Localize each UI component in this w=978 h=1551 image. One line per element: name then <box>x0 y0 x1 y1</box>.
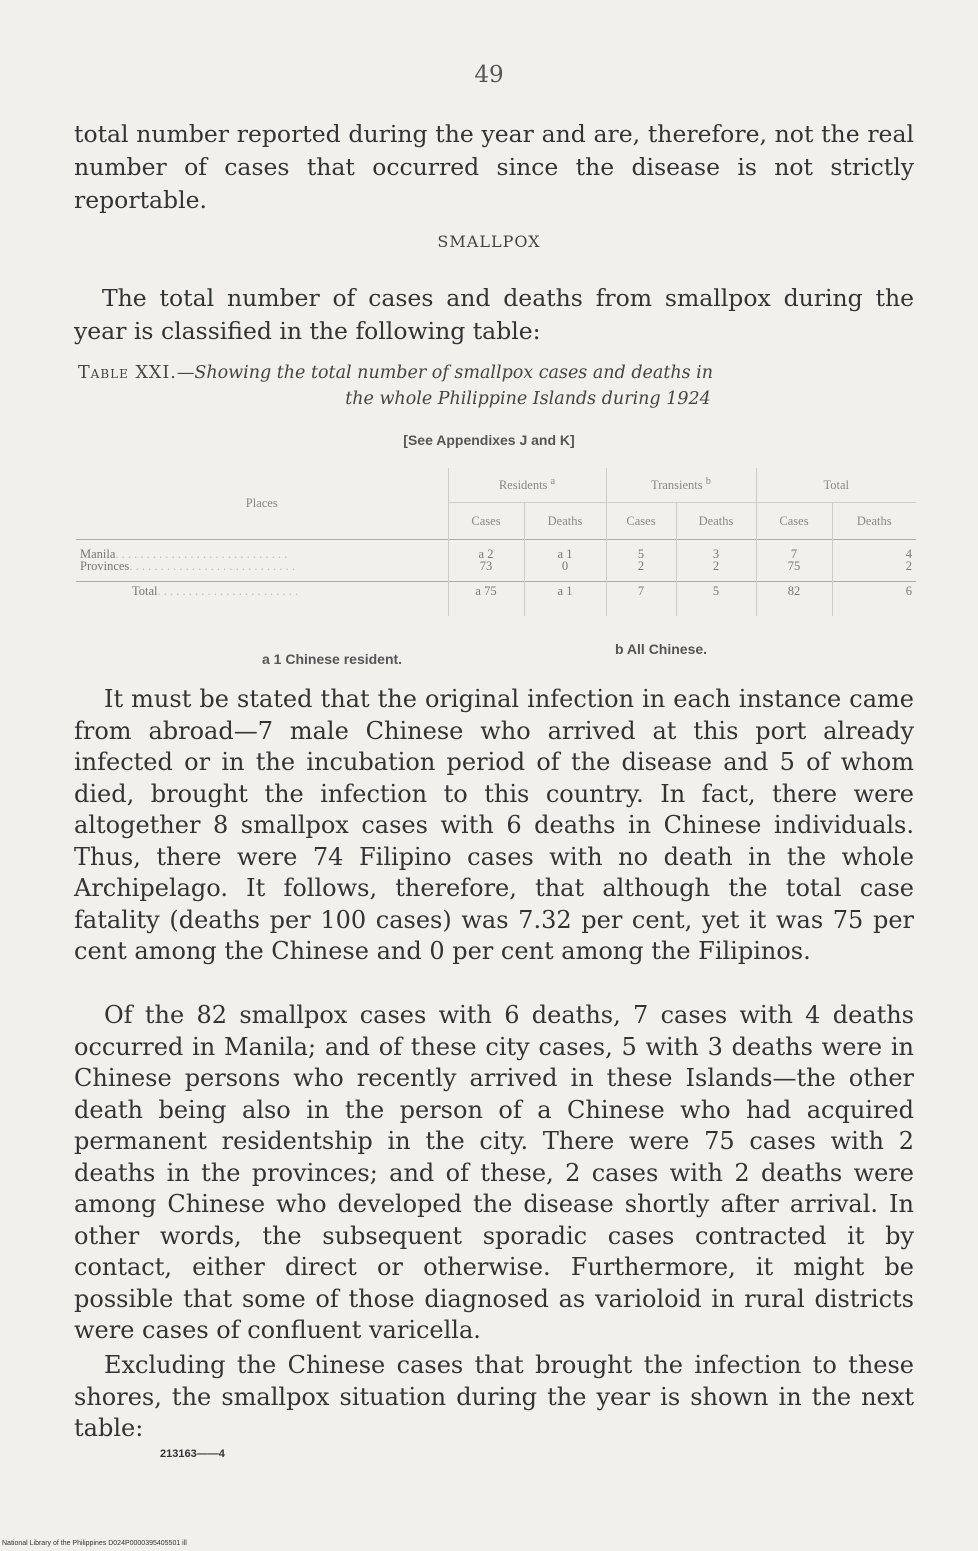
table-total-row <box>76 582 916 617</box>
total-deaths-cell <box>832 540 916 582</box>
places-header: Places <box>245 496 278 510</box>
total-transients-deaths: 5 <box>676 582 756 617</box>
provinces-transients-deaths: 2 <box>712 559 720 573</box>
residents-cases-cell <box>448 540 524 582</box>
total-header <box>756 468 916 503</box>
footnote-a: a 1 Chinese resident. <box>262 651 403 667</box>
transients-deaths-header: Deaths <box>676 503 756 540</box>
provinces-total-deaths: 2 <box>905 559 912 573</box>
leader-dots: . . . . . . . . . . . . . . . . . . . . . . . <box>157 584 299 598</box>
table-caption-title-line2: the whole Philippine Islands during 1924 <box>345 389 711 409</box>
paragraph-manila-cases: Of the 82 smallpox cases with 6 deaths, 7 cases with 4 deaths occurred in Manila; and of these city cases, 5 with 3 deaths were in Chinese persons who recently arrived in these Islands—the other death being also in the person of a Chinese who had acquired permanent residentship in the city. There were 75 cases with 2 deaths in the provinces; and of these, 2 cases with 2 deaths were among Chinese who developed the disease shortly after arrival. In other words, the subsequent sporadic cases contracted it by contact, either direct or otherwise. Furthermore, it might be possible that some of those diagnosed as varioloid in rural districts were cases of confluent varicella. <box>74 1001 914 1344</box>
total-cases-cell <box>756 540 832 582</box>
section-heading: SMALLPOX <box>437 232 541 251</box>
paragraph-original-infection: It must be stated that the original infection in each instance came from abroad—7 male Chinese who arrived at this port already infected or in the incubation period of the disease and 5 of whom died, brought the infection to this country. In fact, there were altogether 8 smallpox cases with 6 deaths in Chinese individuals. Thus, there were 74 Filipino cases with no death in the whole Archipelago. It follows, therefore, that although the total case fatality (deaths per 100 cases) was 7.32 per cent, yet it was 75 per cent among the Chinese and 0 per cent among the Filipinos. <box>74 685 914 965</box>
total-cases-header: Cases <box>756 503 832 540</box>
residents-deaths-header: Deaths <box>524 503 606 540</box>
provinces-residents-deaths: 0 <box>561 559 569 573</box>
manila-transients-cases: 5 <box>637 547 645 561</box>
print-code: 213163——4 <box>160 1448 225 1460</box>
places-cell <box>76 540 448 582</box>
leader-dots: . . . . . . . . . . . . . . . . . . . . . . . . . . . <box>129 559 295 573</box>
table-row <box>76 540 916 582</box>
table-caption <box>78 360 918 412</box>
transients-cases-cell <box>606 540 676 582</box>
manila-total-cases: 7 <box>790 547 798 561</box>
leader-dots: . . . . . . . . . . . . . . . . . . . . . . . . . . . . <box>115 547 288 561</box>
total-deaths-header: Deaths <box>832 503 916 540</box>
residents-cases-header: Cases <box>448 503 524 540</box>
total-group-label: Total <box>823 477 849 492</box>
page-number: 49 <box>474 62 504 88</box>
transients-label: Transients <box>651 478 703 493</box>
total-residents-deaths: a 1 <box>524 582 606 617</box>
provinces-transients-cases: 2 <box>637 559 645 573</box>
paragraph-excluding-chinese: Excluding the Chinese cases that brought the infection to these shores, the smallpox situation during the year is shown in the next table: <box>74 1351 914 1442</box>
provinces-total-cases: 75 <box>787 559 801 573</box>
smallpox-table <box>76 468 916 616</box>
section-intro-paragraph: The total number of cases and deaths from smallpox during the year is classified in the following table: <box>74 284 914 345</box>
manila-residents-cases: a 2 <box>478 547 494 561</box>
residents-footnote-mark: a <box>550 476 556 488</box>
table-caption-title-line1: —Showing the total number of smallpox cases and deaths in <box>176 363 714 383</box>
manila-total-deaths: 4 <box>905 547 912 561</box>
total-row-label: Total <box>132 584 158 598</box>
manila-transients-deaths: 3 <box>712 547 720 561</box>
transients-footnote-mark: b <box>705 476 711 488</box>
place-manila: Manila <box>80 547 116 561</box>
residents-header <box>448 468 606 503</box>
transients-header <box>606 468 756 503</box>
total-residents-cases: a 75 <box>448 582 524 617</box>
manila-residents-deaths: a 1 <box>557 547 573 561</box>
library-watermark: National Library of the Philippines D024P0000395405501 ill <box>2 1540 187 1547</box>
total-transients-cases: 7 <box>606 582 676 617</box>
table-caption-label: Table XXI. <box>78 363 177 383</box>
grand-total-cases: 82 <box>756 582 832 617</box>
provinces-residents-cases: 73 <box>479 559 493 573</box>
table-caption-note: [See Appendixes J and K] <box>403 432 575 448</box>
transients-deaths-cell <box>676 540 756 582</box>
residents-label: Residents <box>498 478 548 493</box>
place-provinces: Provinces <box>80 559 130 573</box>
grand-total-deaths: 6 <box>832 582 916 617</box>
residents-deaths-cell <box>524 540 606 582</box>
intro-paragraph: total number reported during the year and are, therefore, not the real number of cases that occurred since the disease is not strictly reportable. <box>74 120 914 214</box>
table-group-header-row <box>76 468 916 503</box>
total-row-label-cell <box>76 582 448 617</box>
footnote-b: b All Chinese. <box>615 641 708 657</box>
transients-cases-header: Cases <box>606 503 676 540</box>
